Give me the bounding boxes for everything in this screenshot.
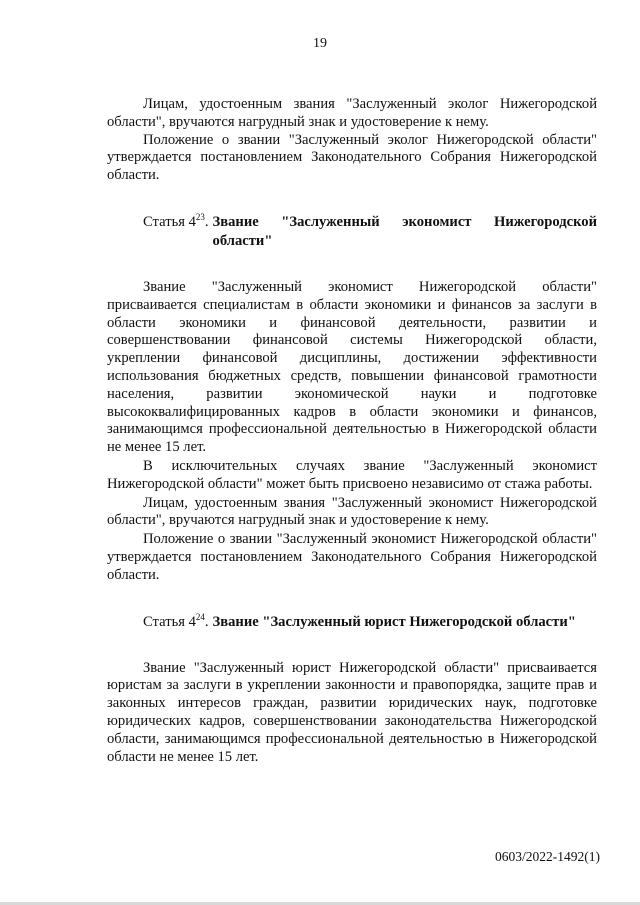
page-number: 19 xyxy=(313,36,327,51)
paragraph-economist-regulation: Положение о звании "Заслуженный экономист Нижегородской области" утверждается постановлением Законодательного Собрания Нижегородской области. xyxy=(107,531,597,583)
article-number: Статья $4^{23}$. xyxy=(143,211,209,230)
paragraph-economist-exception: В исключительных случаях звание "Заслуженный экономист Нижегородской области" может быть присвоено независимо от стажа работы. xyxy=(107,457,597,492)
article-title: Звание "Заслуженный экономист Нижегородской области" xyxy=(212,213,597,249)
article-heading-economist xyxy=(107,213,597,251)
paragraph-economist-award: Лицам, удостоенным звания "Заслуженный экономист Нижегородской области", вручаются нагрудный знак и удостоверение к нему. xyxy=(107,494,597,529)
article-heading-lawyer xyxy=(107,613,597,632)
article-superscript: 24 xyxy=(195,611,205,622)
paragraph-lawyer-definition: Звание "Заслуженный юрист Нижегородской области" присваивается юристам за заслуги в укреплении законности и правопорядка, защите прав и законных интересов граждан, развитии юридических наук, подготовке юридических кадров, совершенствовании законодательства Нижегородской области, занимающимся профессиональной деятельностью в Нижегородской области не менее 15 лет. xyxy=(107,659,597,765)
document-body xyxy=(107,96,597,766)
article-superscript: 23 xyxy=(195,211,205,222)
paragraph-ecolog-award: Лицам, удостоенным звания "Заслуженный эколог Нижегородской области", вручаются нагрудный знак и удостоверение к нему. xyxy=(107,96,597,130)
article-prefix: Статья 4 xyxy=(143,613,196,630)
article-prefix: Статья 4 xyxy=(143,213,196,230)
paragraph-economist-definition: Звание "Заслуженный экономист Нижегородской области" присваивается специалистам в области экономики и финансов за заслуги в области экономики и финансовой деятельности, развитии и совершенствовании финансовой системы Нижегородской области, укреплении финансовой дисциплины, достижении эффективности использования бюджетных средств, повышении финансовой грамотности населения, развитии экономической науки и подготовке высококвалифицированных кадров в области экономики и финансов, занимающимся профессиональной деятельностью в Нижегородской области не менее 15 лет. xyxy=(107,278,597,456)
document-number: 0603/2022-1492(1) xyxy=(495,849,600,864)
paragraph-ecolog-regulation: Положение о звании "Заслуженный эколог Нижегородской области" утверждается постановлением Законодательного Собрания Нижегородской области. xyxy=(107,131,597,184)
article-number: Статья $4^{24}$. xyxy=(143,611,209,630)
article-title: Звание "Заслуженный юрист Нижегородской области" xyxy=(212,613,576,630)
